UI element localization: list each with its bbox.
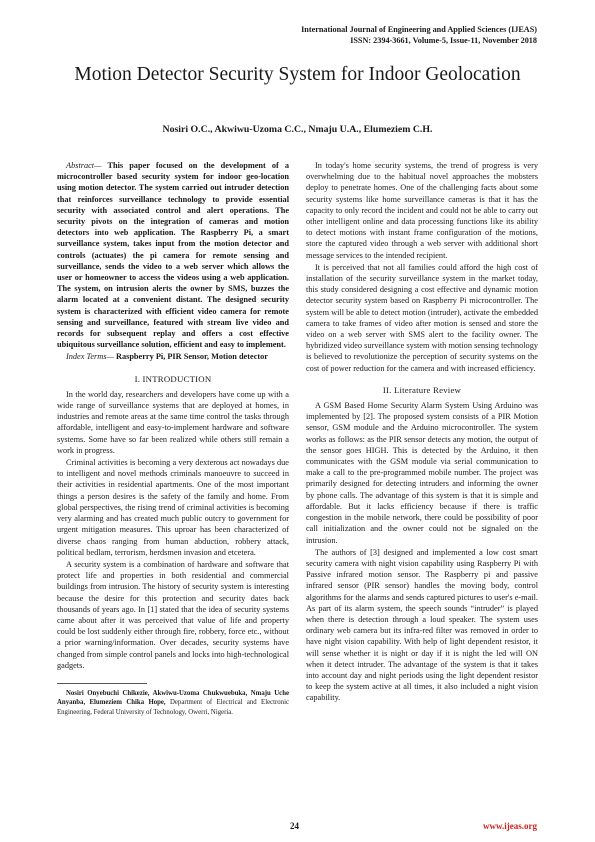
right-column [306,160,538,705]
abstract-text: This paper focused on the development of a microcontroller based security system for indoor geo-location using motion detector. The system carried out intruder detection that reinforces surveillance technology to provide essential security with associated control and alert operations. The security pivots on the integration of cameras and motion detectors into web application. The Raspberry Pi, a smart surveillance system, takes input from the motion detector and controls (actuates) the pi camera for remote sensing and surveillance, sends the video to a web server which allows the user or homeowner to access the videos using a web application. The system, on intrusion alerts the owner by SMS, buzzes the alarm located at a convenient distant. The designed security system is characterized with efficient video camera for remote sensing and surveillance, featured with stream live video and records for subsequent replay and offers a cost effective ubiquitous surveillance solution, efficient and easy to implement. [57,161,290,350]
intro-paragraph: In today's home security systems, the trend of progress is very overwhelming due to the habitual novel approaches the mobsters deploy to penetrate homes. One of the challenging facts about some security systems like home surveillance cameras is that it has the capacity to only record the incident and could not be able to carry out other intelligent online and data processing functions like its ability to detect motions with instant frame configuration of the motions, store the captured video through a web server with additional short message services to the intended recipient. [306,161,538,260]
intro-paragraph: In the world day, researchers and developers have come up with a wide range of surveillance systems that are deployed at homes, in industries and remote areas at the same time control the tasks through affordable, intelligent and easy-to-implement hardware and software systems. Some have so far been realized while others still remain a work in progress. [57,389,289,455]
index-terms-text: Raspberry Pi, PIR Sensor, Motion detector [115,352,268,362]
section-heading-literature-review: II. Literature Review [382,384,462,395]
journal-issn: ISSN: 2394-3661, Volume-5, Issue-11, November 2018 [350,36,537,45]
journal-name: International Journal of Engineering and Applied Sciences (IJEAS) [301,25,537,34]
abstract [57,160,289,350]
footnote-affiliation: Department of Electrical and Electronic Engineering, Federal University of Technology, Owerri, Nigeria. [57,699,289,716]
footnote-names: Nosiri Onyebuchi Chikezie, Akwiwu-Uzoma Chukwuebuka, Nmaju Uche Anyanba, Elumeziem Chika Hope, [57,689,289,707]
abstract-label: Abstract— [66,161,102,170]
journal-website-link[interactable]: www.ijeas.org [483,821,537,831]
page-number: 24 [290,821,299,831]
paper-title: Motion Detector Security System for Indoor Geolocation [74,64,521,85]
author-footnote [57,689,289,718]
author-list: Nosiri O.C., Akwiwu-Uzoma C.C., Nmaju U.A., Elumeziem C.H. [162,124,433,135]
index-terms [57,351,289,362]
footnote-rule [57,683,147,684]
index-terms-label: Index Terms— [66,352,114,362]
section-heading-introduction: I. INTRODUCTION [134,373,212,384]
literature-paragraph: A GSM Based Home Security Alarm System Using Arduino was implemented by [2]. The proposed system consists of a PIR Motion sensor, GSM module and the Arduino microcontroller. The system works as follows: as the PIR sensor detects any motion, the output of the sensor goes HIGH. This is detected by the Arduino, it then communicates with the GSM module via serial communication to make a call to the pre-programmed mobile number. The project was primarily designed for detecting intruders and informing the owner by phone calls. The advantage of this system is that it is simple and affordable. But it lacks efficiency because if there is traffic congestion in the mobile network, there could be possibility of poor call initialization and the owner could not be signaled on the intrusion. [306,401,538,545]
intro-paragraph: It is perceived that not all families could afford the high cost of installation of the security surveillance system in the market today, this study considered designing a cost effective and dynamic motion detector security system based on Raspberry Pi microcontroller. The system will be able to detect motion (intruder), activate the embedded camera to take frames of video after motion is sensed and store the video on a web server with SMS alert to the facility owner. The hybridized video surveillance system with motion sensing technology is believed to revolutionize the perception of security systems on the cost of power reduction for the camera and with increased efficiency. [306,262,539,373]
left-column [57,160,289,717]
intro-paragraph: A security system is a combination of hardware and software that protect life and properties in both residential and commercial buildings from intrusion. The history of security system is interesting because the desire for this protection and security dates back thousands of years ago. In [1] stated that the idea of security systems came about after it was perceived that value of life and property could be lost suddenly either through fire, robbery, force etc., without a prior warning/information. Over decades, security systems have changed from simple control panels and locks into high-technological gadgets. [57,559,289,670]
literature-paragraph: The authors of [3] designed and implemented a low cost smart security camera with night vision capability using Raspberry Pi with Passive infrared motion sensor. The Raspberry pi and passive infrared sensor (PIR sensor) handles the moving body, control algorithms for the alarms and sends captured pictures to user's e-mail. As part of its alarm system, the speech sounds “intruder” is played when there is detection through a loud speaker. The system uses ordinary web camera but its infra-red filter was removed in order to have night vision capability. With help of light dependent resistor, it will sense whether it is night or day if it is night the led will ON when it detect intruder. The advantage of the system is that it takes into account day and night periods using the light dependent resistor to keep the system active at all times, it also included a night vision capability. [306,547,538,703]
intro-paragraph: Criminal activities is becoming a very dexterous act nowadays due to intelligent and novel methods criminals manoeuvre to succeed in their activities in residential apartments. One of the most important things a person desires is the safety of the family and home. From global perspectives, the rising trend of criminal activities is becoming very alarming and has created much public outcry to government for urgent mitigation measures. This uproar has been characterized of diverse chaos ranging from human abduction, robbery attack, political bedlam, terrorism, herdsmen invasion and etcetera. [57,458,289,557]
